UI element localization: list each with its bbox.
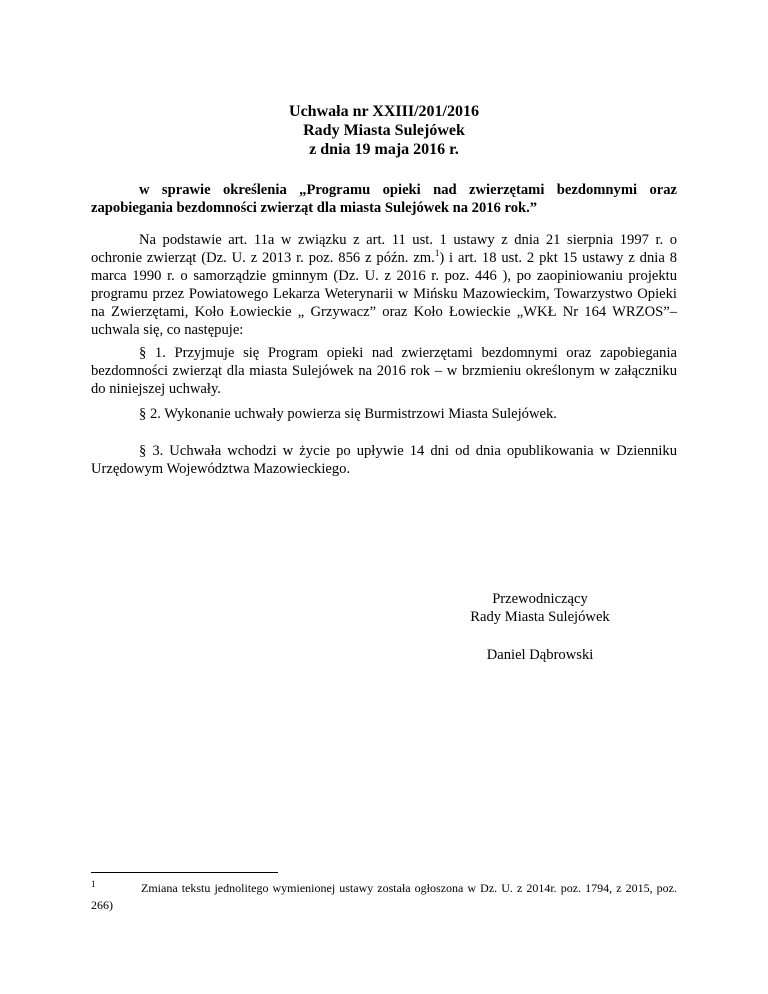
signature-role: Przewodniczący bbox=[492, 591, 588, 607]
signature-name: Daniel Dąbrowski bbox=[486, 647, 594, 663]
signature-body: Rady Miasta Sulejówek bbox=[470, 609, 610, 625]
resolution-title bbox=[0, 102, 768, 159]
footnote-reference: 1 bbox=[434, 248, 440, 259]
section-1-text: § 1. Przyjmuje się Program opieki nad zwierzętami bezdomnymi oraz zapobiegania bezdomności zwierząt dla miasta Sulejówek na 2016 rok – w brzmieniu określonym w załączniku do niniejszej uchwały. bbox=[91, 345, 677, 397]
signature-block bbox=[420, 590, 660, 664]
title-number: Uchwała nr XXIII/201/2016 bbox=[289, 103, 479, 120]
legal-basis-paragraph bbox=[91, 231, 677, 339]
basis-text-end: ) i art. 18 ust. 2 pkt 15 ustawy z dnia 8 marca 1990 r. o samorządzie gminnym (Dz. U. z 2016 r. poz. 446 ), po zaopiniowaniu projektu programu przez Powiatowego Lekarza Weterynarii w Mińsku Mazowieckim, Towarzystwo Opieki na Zwierzętami, Koło Łowieckie „ Grzywacz” oraz Koło Łowieckie „WKŁ Nr 164 WRZOS”– uchwala się, co następuje: bbox=[91, 250, 677, 338]
section-3-paragraph bbox=[91, 442, 677, 478]
footnote: 1 Zmiana tekstu jednolitego wymienionej ustawy została ogłoszona w Dz. U. z 2014r. poz. 1794, z 2015, poz. 266) bbox=[91, 879, 677, 912]
basis-text-start: Na podstawie art. 11a w związku z art. 11 ust. 1 ustawy z dnia 21 sierpnia 1997 r. o ochronie zwierząt (Dz. U. z 2013 r. poz. 856 z późn. zm. bbox=[91, 232, 677, 266]
section-2-paragraph bbox=[91, 405, 677, 423]
title-council: Rady Miasta Sulejówek bbox=[303, 122, 465, 139]
footnote-divider bbox=[91, 872, 278, 873]
title-date: z dnia 19 maja 2016 r. bbox=[309, 141, 459, 158]
subject-text: w sprawie określenia „Programu opieki nad zwierzętami bezdomnymi oraz zapobiegania bezdomności zwierząt dla miasta Sulejówek na 2016 rok.” bbox=[91, 182, 677, 216]
resolution-subject bbox=[91, 181, 677, 217]
section-1-paragraph bbox=[91, 344, 677, 398]
section-2-text: § 2. Wykonanie uchwały powierza się Burmistrzowi Miasta Sulejówek. bbox=[139, 406, 557, 422]
section-3-text: § 3. Uchwała wchodzi w życie po upływie 14 dni od dnia opublikowania w Dzienniku Urzędowym Województwa Mazowieckiego. bbox=[91, 443, 677, 477]
footnote-text: Zmiana tekstu jednolitego wymienionej ustawy została ogłoszona w Dz. U. z 2014r. poz. 1794, z 2015, poz. 266) bbox=[91, 881, 677, 912]
